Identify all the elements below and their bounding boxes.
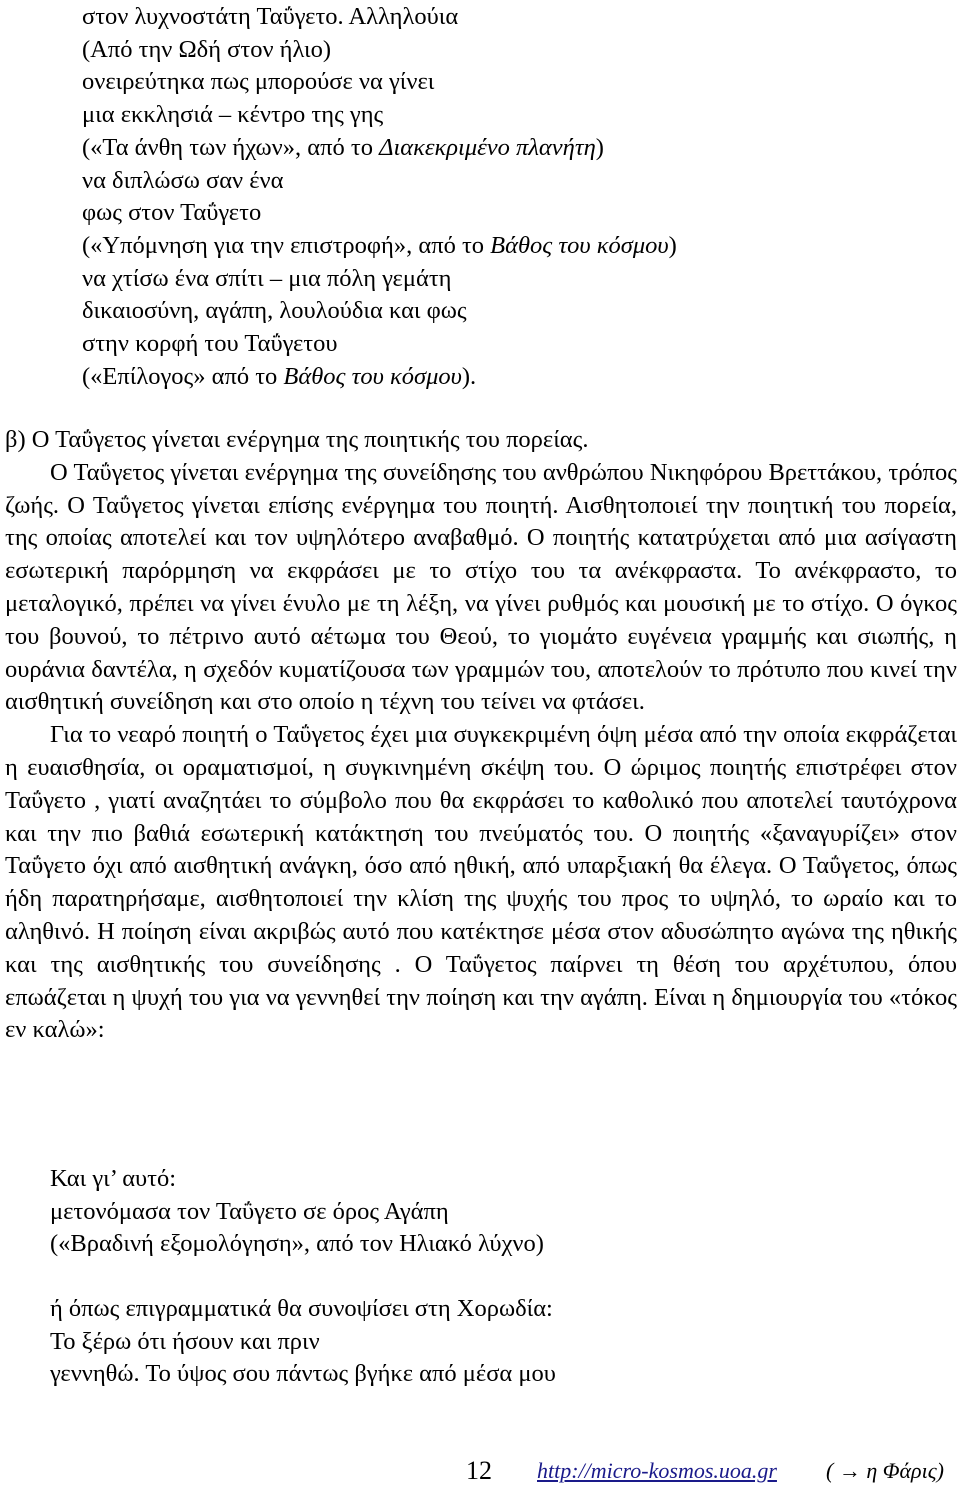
poem-excerpts-1: [82, 1, 952, 393]
verse-citation: («Τα άνθη των ήχων», από το Διακεκριμένο πλανήτη): [82, 133, 604, 161]
verse-citation: («Επίλογος» από το Βάθος του κόσμου).: [82, 362, 477, 390]
verse-line: να χτίσω ένα σπίτι – μια πόλη γεμάτη: [82, 264, 452, 292]
verse-line: ή όπως επιγραμματικά θα συνοψίσει στη Χορωδία:: [50, 1295, 553, 1322]
book-title: Διακεκριμένο πλανήτη: [379, 133, 596, 161]
verse-line: Το ξέρω ότι ήσουν και πριν: [50, 1327, 320, 1355]
poem-excerpt-3: [50, 1293, 556, 1391]
verse-citation: («Υπόμνηση για την επιστροφή», από το Βάθος του κόσμου): [82, 231, 677, 259]
book-title: Βάθος του κόσμου: [283, 362, 462, 390]
verse-line: στην κορφή του Ταΰγετου: [82, 330, 338, 358]
verse-line: στον λυχνοστάτη Ταΰγετο. Αλληλούια: [82, 3, 459, 30]
footer-tag: ( → η Φάρις): [826, 1458, 944, 1483]
verse-line: Και γι’ αυτό:: [50, 1165, 177, 1192]
verse-line: μετονόμασα τον Ταΰγετο σε όρος Αγάπη: [50, 1197, 449, 1225]
poem-excerpt-2: [50, 1163, 544, 1261]
verse-line: ονειρεύτηκα πως μπορούσε να γίνει: [82, 68, 435, 96]
verse-line: δικαιοσύνη, αγάπη, λουλούδια και φως: [82, 297, 467, 325]
section-b: [5, 424, 957, 1047]
verse-line: να διπλώσω σαν ένα: [82, 166, 284, 194]
page-footer: [0, 1456, 960, 1488]
verse-citation: («Βραδινή εξομολόγηση», από τον Ηλιακό λύχνο): [50, 1230, 544, 1258]
verse-line: μια εκκλησιά – κέντρο της γης: [82, 101, 384, 129]
footer-link[interactable]: http://micro-kosmos.uoa.gr: [537, 1458, 777, 1483]
page-number: 12: [466, 1456, 492, 1485]
section-heading: β) Ο Ταΰγετος γίνεται ενέργημα της ποιητικής του πορείας.: [5, 426, 589, 453]
body-paragraph: Ο Ταΰγετος γίνεται ενέργημα της συνείδησης του ανθρώπου Νικηφόρου Βρεττάκου, τρόπος ζωής. Ο Ταΰγετος γίνεται επίσης ενέργημα του ποιητή. Αισθητοποιεί την ποιητική του πορεία, της οποίας αποτελεί και τον υψηλότερο αναβαθμό. Ο ποιητής κατατρύχεται από μια ασίγαστη εσωτερική παρόρμηση να εκφράσει με το στίχο του τα ανέκφραστα. Το ανέκφραστο, το μεταλογικό, πρέπει να γίνει ένυλο με τη λέξη, να γίνει ρυθμός και μουσική με το στίχο. Ο όγκος του βουνού, το πέτρινο αυτό αέτωμα του Θεού, το γιομάτο ευγένεια γραμμής και σιωπής, η ουράνια δαντέλα, η σχεδόν κυματίζουσα των γραμμών του, αποτελούν το πρότυπο που κινεί την αισθητική συνείδηση και στο οποίο η τέχνη του τείνει να φτάσει.: [5, 458, 957, 716]
verse-line: γεννηθώ. Το ύψος σου πάντως βγήκε από μέσα μου: [50, 1360, 556, 1388]
verse-line: φως στον Ταΰγετο: [82, 199, 262, 227]
verse-line: (Από την Ωδή στον ήλιο): [82, 35, 332, 63]
book-title: Βάθος του κόσμου: [490, 231, 669, 259]
body-paragraph: Για το νεαρό ποιητή ο Ταΰγετος έχει μια συγκεκριμένη όψη μέσα από την οποία εκφράζεται η ευαισθησία, οι οραματισμοί, η συγκινημένη σκέψη του. Ο ώριμος ποιητής επιστρέφει στον Ταΰγετο , γιατί αναζητάει το σύμβολο που θα εκφράσει το καθολικό που αποτελεί ταυτόχρονα και την πιο βαθιά εσωτερική κατάκτηση του πνεύματός του. Ο ποιητής «ξαναγυρίζει» στον Ταΰγετο όχι από αισθητική ανάγκη, όσο από ηθική, από υπαρξιακή θα έλεγα. Ο Ταΰγετος, όπως ήδη παρατηρήσαμε, αισθητοποιεί την κλίση της ψυχής του προς το υψηλό, το ωραίο και το αληθινό. Η ποίηση είναι ακριβώς αυτό που κατέκτησε μέσα στον αδυσώπητο αγώνα της ηθικής και της αισθητικής του συνείδησης . Ο Ταΰγετος παίρνει τη θέση του αρχέτυπου, όπου επωάζεται η ψυχή του για να γεννηθεί την ποίηση και την αγάπη. Είναι η δημιουργία του «τόκος εν καλώ»:: [5, 721, 957, 1044]
